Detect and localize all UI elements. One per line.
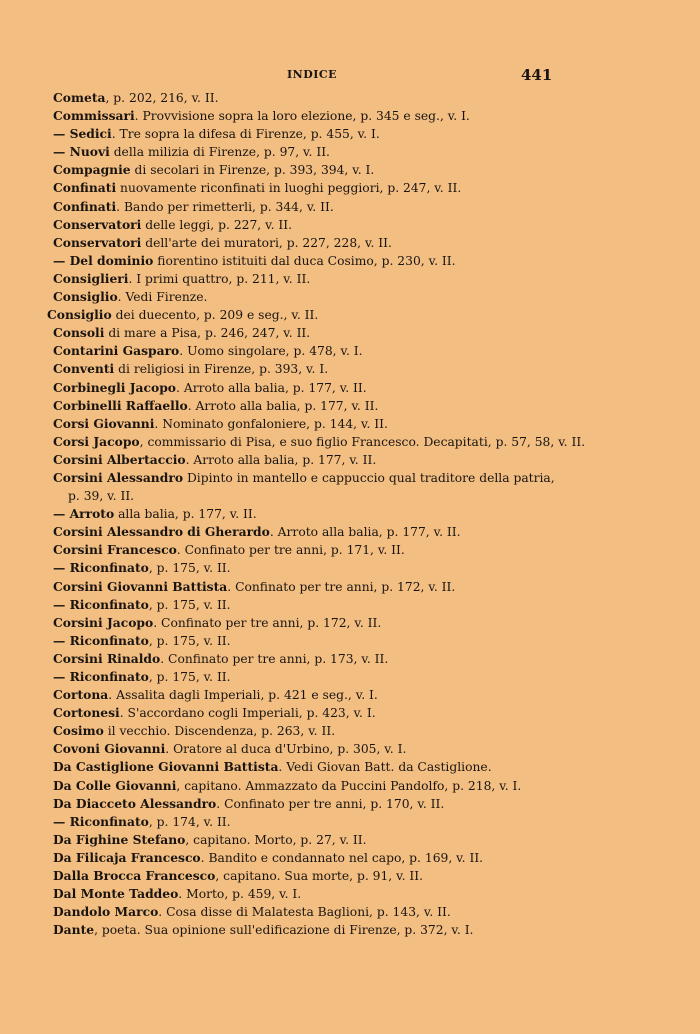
entry-lemma: Cortonesi: [53, 705, 120, 721]
entry-text: , p. 175, v. II.: [148, 670, 231, 684]
index-entry: [0, 831, 700, 849]
index-entry: [0, 795, 700, 813]
index-entry: [0, 288, 700, 306]
entry-lemma: — Arroto: [53, 506, 115, 522]
entry-text: . Arroto alla balia, p. 177, v. II.: [269, 525, 461, 540]
entry-lemma: Consiglio: [53, 289, 118, 305]
index-entry: [0, 867, 700, 885]
index-entry: [0, 397, 700, 415]
entry-text: Dipinto in mantello e cappuccio qual traditore della patria,: [183, 470, 555, 485]
index-entry: [0, 216, 700, 234]
entry-text: . Arroto alla balia, p. 177, v. II.: [176, 380, 367, 395]
entry-text: . Confinato per tre anni, p. 171, v. II.: [176, 543, 405, 558]
index-entry: [0, 161, 700, 179]
entry-text: . S'accordano cogli Imperiali, p. 423, v. I.: [119, 706, 376, 721]
entry-text: . Nominato gonfaloniere, p. 144, v. II.: [154, 416, 388, 431]
index-entry: [0, 849, 700, 867]
index-entry: [0, 433, 700, 451]
entry-lemma: — Riconfinato: [53, 560, 149, 576]
index-entry: [0, 234, 700, 252]
index-entry: [0, 107, 700, 125]
entry-lemma: Dalla Brocca Francesco: [53, 868, 216, 884]
entry-text: , p. 175, v. II.: [148, 561, 231, 576]
entry-lemma: Corsini Rinaldo: [53, 650, 161, 666]
entry-lemma: Consiglieri: [53, 270, 129, 286]
entry-lemma: Conservatori: [53, 234, 142, 250]
entry-lemma: Covoni Giovanni: [53, 741, 166, 757]
entry-text: alla balia, p. 177, v. II.: [114, 507, 257, 522]
index-entry: [0, 885, 700, 903]
entry-text: della milizia di Firenze, p. 97, v. II.: [109, 145, 330, 160]
entry-text: . Confinato per tre anni, p. 173, v. II.: [160, 651, 389, 666]
entry-text: , p. 202, 216, v. II.: [105, 91, 219, 105]
entry-text: , p. 174, v. II.: [148, 814, 231, 829]
index-entry: [0, 650, 700, 668]
index-entry: [0, 415, 700, 433]
entry-text: , commissario di Pisa, e suo figlio Francesco. Decapitati, p. 57, 58, v. II.: [139, 434, 586, 449]
entry-lemma: Dal Monte Taddeo: [53, 886, 179, 902]
entry-lemma: Confinati: [53, 180, 117, 196]
entry-text: . Uomo singolare, p. 478, v. I.: [179, 344, 363, 359]
index-entry: [0, 903, 700, 921]
entry-text: . Vedi Firenze.: [117, 290, 208, 305]
index-subentry: [0, 143, 700, 161]
index-entry: [0, 270, 700, 288]
entry-text: . Assalita dagli Imperiali, p. 421 e seg., v. I.: [108, 688, 378, 703]
entry-text: , capitano. Ammazzato da Puccini Pandolfo, p. 218, v. I.: [176, 778, 522, 793]
index-entry: [0, 777, 700, 795]
entry-lemma: — Riconfinato: [53, 596, 149, 612]
entry-text: di mare a Pisa, p. 246, 247, v. II.: [104, 326, 311, 341]
entry-lemma: Cometa: [53, 90, 106, 105]
entry-lemma: Corsini Alessandro di Gherardo: [53, 524, 270, 540]
entry-lemma: Cosimo: [53, 723, 104, 739]
index-entry: [0, 614, 700, 632]
entry-text: dei duecento, p. 209 e seg., v. II.: [111, 308, 319, 323]
entry-text: di religiosi in Firenze, p. 393, v. I.: [114, 362, 329, 377]
index-entry: [0, 523, 700, 541]
index-entry: [0, 722, 700, 740]
index-entries: [0, 89, 700, 939]
entry-lemma: Consiglio: [47, 307, 112, 323]
index-entry: [0, 451, 700, 469]
entry-text: , capitano. Sua morte, p. 91, v. II.: [215, 869, 424, 884]
entry-lemma: Contarini Gasparo: [53, 343, 180, 359]
entry-lemma: Corsini Albertaccio: [53, 451, 186, 467]
entry-lemma: Dandolo Marco: [53, 904, 159, 920]
running-title: INDICE: [287, 68, 338, 81]
index-subentry: [0, 252, 700, 270]
entry-text: . Arroto alla balia, p. 177, v. II.: [185, 452, 377, 467]
entry-text: . Cosa disse di Malatesta Baglioni, p. 143, v. II.: [158, 905, 451, 920]
entry-text: , p. 175, v. II.: [148, 597, 231, 612]
entry-lemma: Da Diacceto Alessandro: [53, 795, 217, 811]
entry-lemma: Consoli: [53, 325, 105, 341]
index-entry: [0, 324, 700, 342]
entry-text: . Oratore al duca d'Urbino, p. 305, v. I.: [165, 742, 407, 757]
index-entry: [0, 360, 700, 378]
page-header: [0, 66, 700, 86]
entry-text: nuovamente riconfinati in luoghi peggiori, p. 247, v. II.: [116, 181, 462, 196]
entry-text: . Provvisione sopra la loro elezione, p. 345 e seg., v. I.: [134, 109, 470, 124]
index-subentry: [0, 559, 700, 577]
index-subentry: [0, 125, 700, 143]
entry-text: . Arroto alla balia, p. 177, v. II.: [187, 398, 379, 413]
entry-lemma: Corbinelli Raffaello: [53, 397, 188, 413]
index-subentry: [0, 505, 700, 523]
index-entry: [0, 306, 700, 324]
index-entry-continuation: [0, 487, 700, 505]
entry-lemma: Conservatori: [53, 216, 142, 232]
entry-lemma: Da Castiglione Giovanni Battista: [53, 759, 279, 775]
entry-lemma: — Riconfinato: [53, 813, 149, 829]
entry-text: , capitano. Morto, p. 27, v. II.: [185, 832, 367, 847]
entry-lemma: Commissari: [53, 108, 135, 124]
entry-lemma: Corsini Giovanni Battista: [53, 578, 228, 594]
index-entry: [0, 686, 700, 704]
index-entry: [0, 179, 700, 197]
entry-lemma: Da Filicaja Francesco: [53, 849, 201, 865]
entry-text: p. 39, v. II.: [68, 489, 135, 504]
entry-lemma: — Sedici: [53, 126, 112, 142]
entry-text: il vecchio. Discendenza, p. 263, v. II.: [103, 724, 336, 739]
index-subentry: [0, 632, 700, 650]
index-subentry: [0, 668, 700, 686]
entry-lemma: Confinati: [53, 198, 117, 214]
page-number: 441: [521, 66, 553, 84]
entry-lemma: Corsi Jacopo: [53, 433, 140, 449]
entry-lemma: Dante: [53, 922, 95, 938]
index-entry: [0, 469, 700, 487]
entry-lemma: Compagnie: [53, 162, 131, 178]
index-subentry: [0, 596, 700, 614]
index-entry: [0, 89, 700, 107]
index-entry: [0, 578, 700, 596]
entry-text: fiorentino istituiti dal duca Cosimo, p. 230, v. II.: [153, 253, 456, 268]
entry-text: dell'arte dei muratori, p. 227, 228, v. II.: [141, 235, 392, 250]
entry-text: . I primi quattro, p. 211, v. II.: [128, 271, 311, 286]
index-entry: [0, 704, 700, 722]
entry-text: . Tre sopra la difesa di Firenze, p. 455, v. I.: [111, 127, 380, 142]
entry-lemma: Da Fighine Stefano: [53, 831, 186, 847]
index-entry: [0, 758, 700, 776]
entry-text: . Confinato per tre anni, p. 172, v. II.: [227, 579, 456, 594]
entry-text: . Morto, p. 459, v. I.: [178, 887, 302, 902]
entry-text: . Vedi Giovan Batt. da Castiglione.: [278, 760, 492, 775]
entry-lemma: Conventi: [53, 361, 115, 377]
index-entry: [0, 541, 700, 559]
entry-lemma: Corbinegli Jacopo: [53, 379, 176, 395]
entry-text: . Confinato per tre anni, p. 172, v. II.: [153, 615, 382, 630]
entry-lemma: — Nuovi: [53, 144, 110, 160]
index-entry: [0, 198, 700, 216]
entry-lemma: — Del dominio: [53, 252, 154, 268]
index-entry: [0, 379, 700, 397]
entry-lemma: Corsini Francesco: [53, 542, 177, 558]
index-entry: [0, 342, 700, 360]
entry-lemma: Cortona: [53, 687, 109, 703]
entry-text: . Confinato per tre anni, p. 170, v. II.: [216, 796, 445, 811]
entry-text: . Bandito e condannato nel capo, p. 169, v. II.: [200, 850, 484, 865]
index-entry: [0, 740, 700, 758]
index-entry: [0, 921, 700, 939]
entry-text: , p. 175, v. II.: [148, 633, 231, 648]
entry-text: delle leggi, p. 227, v. II.: [141, 217, 293, 232]
entry-lemma: Corsi Giovanni: [53, 415, 155, 431]
entry-lemma: — Riconfinato: [53, 669, 149, 684]
entry-text: , poeta. Sua opinione sull'edificazione di Firenze, p. 372, v. I.: [94, 923, 474, 938]
entry-lemma: — Riconfinato: [53, 632, 149, 648]
entry-text: . Bando per rimetterli, p. 344, v. II.: [116, 199, 334, 214]
entry-lemma: Corsini Jacopo: [53, 614, 154, 630]
entry-text: di secolari in Firenze, p. 393, 394, v. I.: [130, 163, 375, 178]
entry-lemma: Corsini Alessandro: [53, 469, 184, 485]
entry-lemma: Da Colle Giovanni: [53, 777, 177, 793]
index-subentry: [0, 813, 700, 831]
